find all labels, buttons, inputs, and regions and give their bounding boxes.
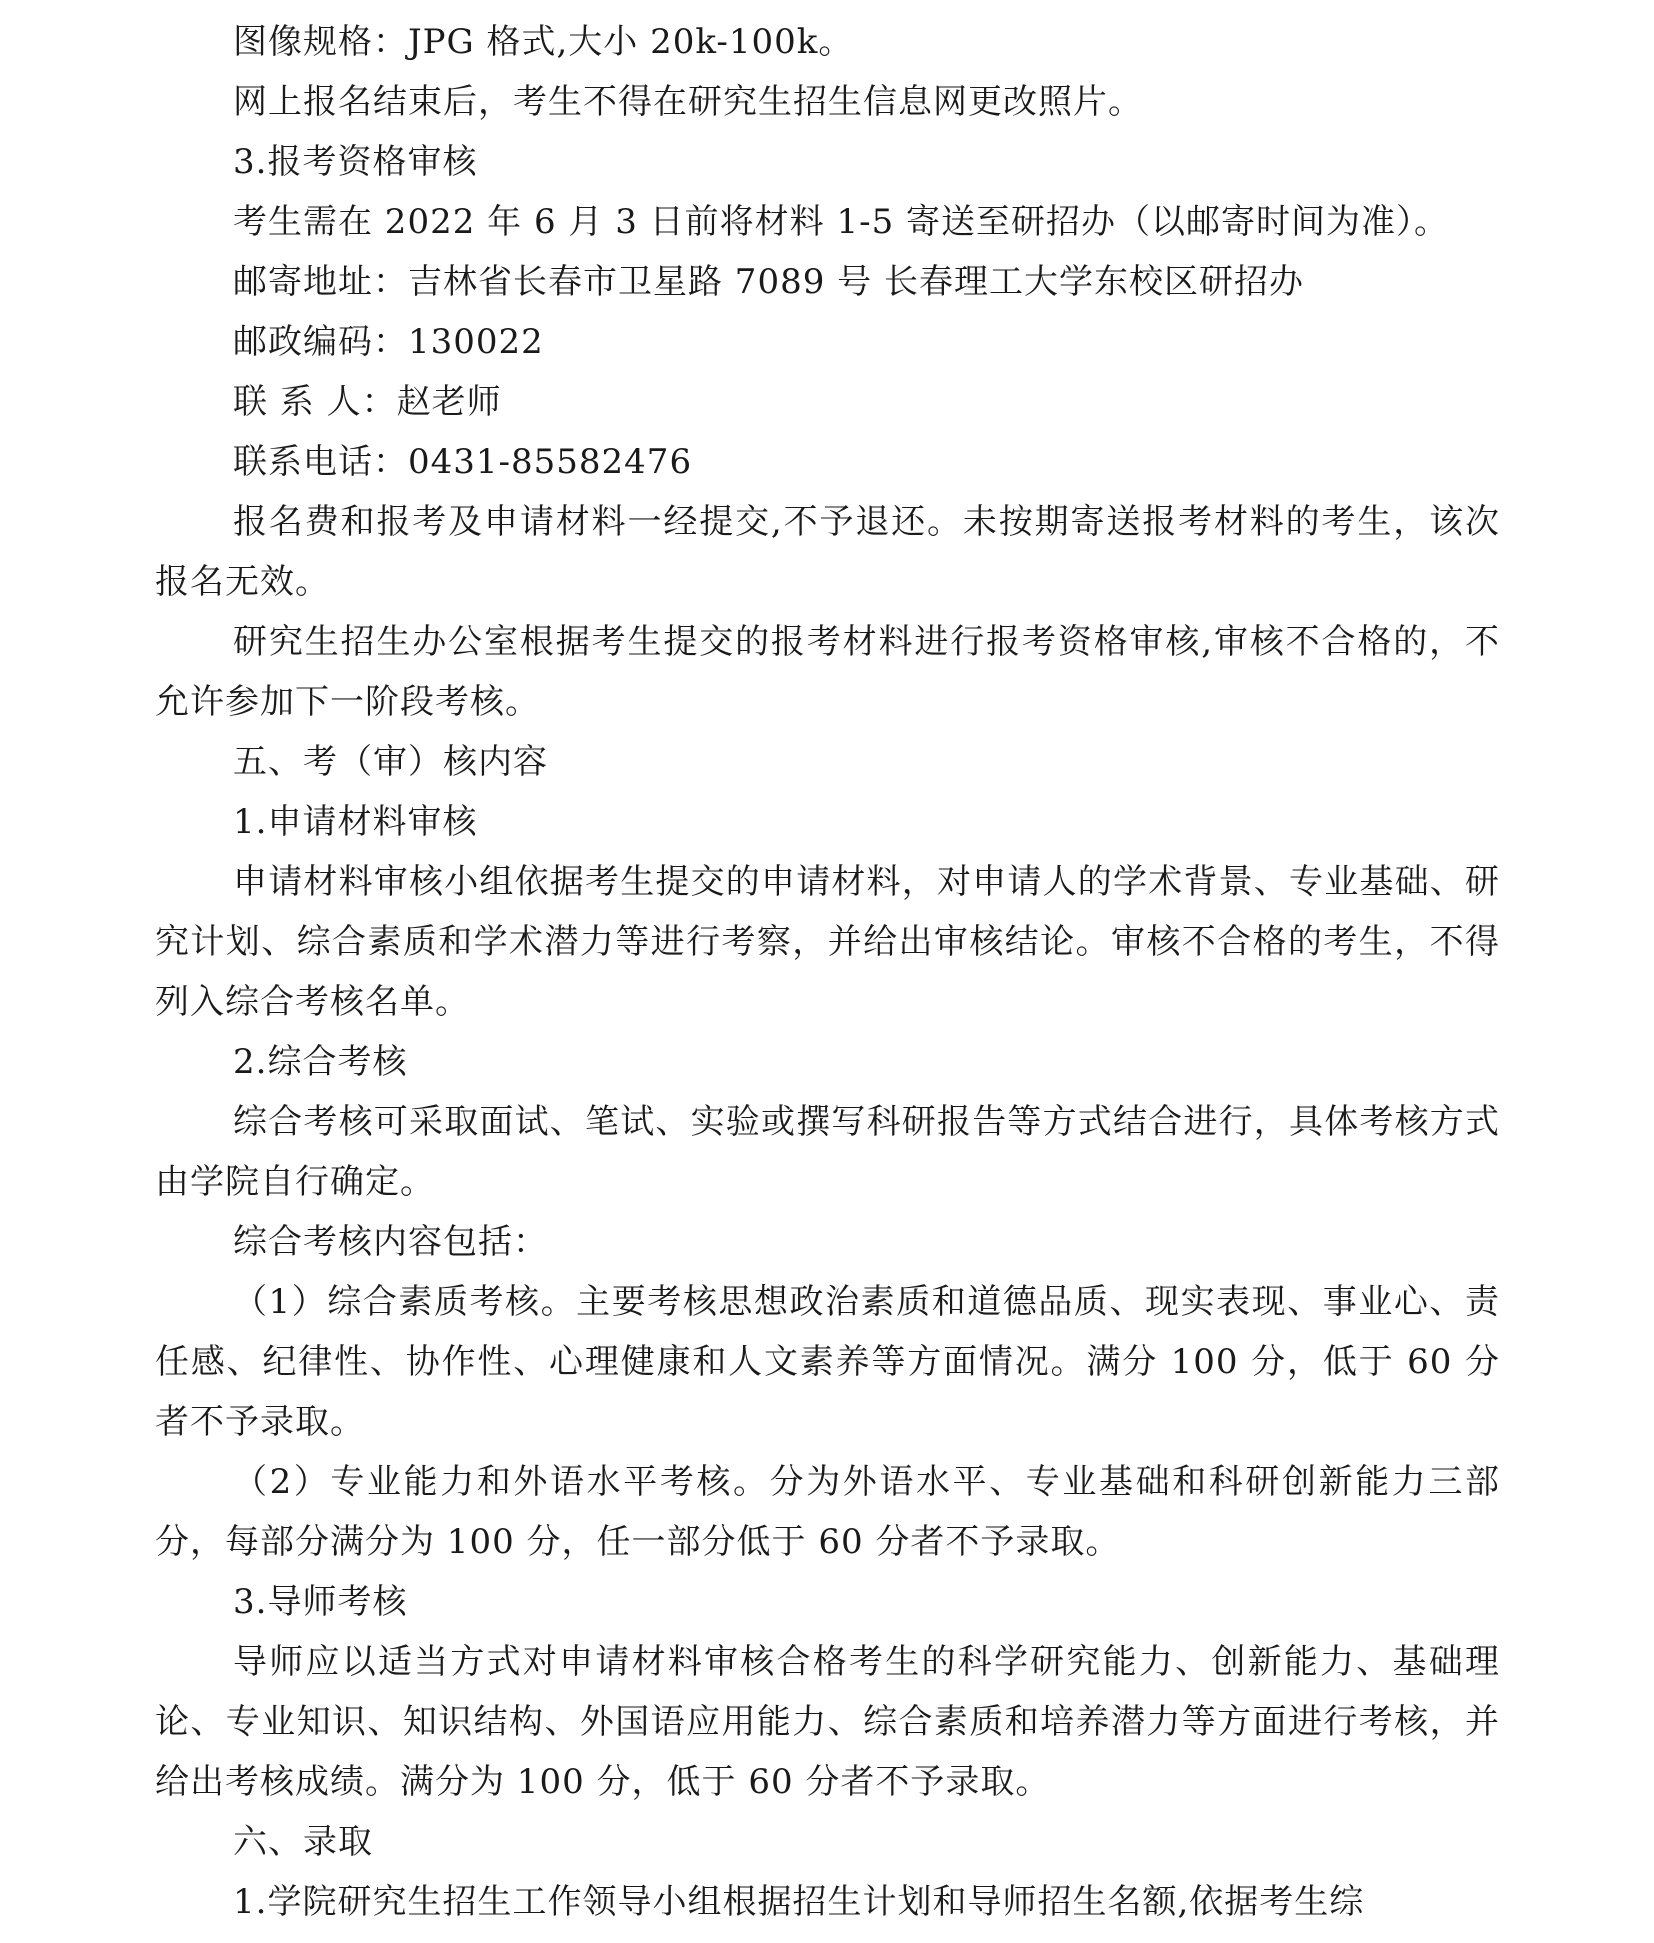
heading-section-six: 六、录取	[233, 1822, 373, 1862]
paragraph-office-review: 研究生招生办公室根据考生提交的报考材料进行报考资格审核,审核不合格的，不允许参加下一阶段考核。	[155, 622, 1500, 722]
paragraph-postal-code: 邮政编码：130022	[233, 322, 544, 362]
paragraph-supervisor-assessment: 导师应以适当方式对申请材料审核合格考生的科学研究能力、创新能力、基础理论、专业知识、知识结构、外国语应用能力、综合素质和培养潜力等方面进行考核，并给出考核成绩。满分为 100 分，低于 60 分者不予录取。	[155, 1642, 1500, 1802]
paragraph-fee-nonrefundable: 报名费和报考及申请材料一经提交,不予退还。未按期寄送报考材料的考生，该次报名无效。	[155, 502, 1500, 602]
paragraph-application-review: 申请材料审核小组依据考生提交的申请材料，对申请人的学术背景、专业基础、研究计划、综合素质和学术潜力等进行考察，并给出审核结论。审核不合格的考生，不得列入综合考核名单。	[155, 862, 1500, 1022]
paragraph-admission-start: 1.学院研究生招生工作领导小组根据招生计划和导师招生名额,依据考生综	[233, 1882, 1365, 1922]
paragraph-photo-change: 网上报名结束后，考生不得在研究生招生信息网更改照片。	[233, 82, 1143, 122]
paragraph-assessment-methods: 综合考核可采取面试、笔试、实验或撰写科研报告等方式结合进行，具体考核方式由学院自行确定。	[155, 1102, 1500, 1202]
paragraph-contact-person: 联 系 人：赵老师	[233, 382, 502, 422]
heading-section-five: 五、考（审）核内容	[233, 742, 548, 782]
heading-supervisor-assessment: 3.导师考核	[233, 1582, 408, 1622]
paragraph-contact-phone: 联系电话：0431-85582476	[233, 442, 693, 482]
paragraph-ability-assessment: （2）专业能力和外语水平考核。分为外语水平、专业基础和科研创新能力三部分，每部分满分为 100 分，任一部分低于 60 分者不予录取。	[155, 1462, 1500, 1562]
heading-comprehensive-assessment: 2.综合考核	[233, 1042, 408, 1082]
paragraph-mail-address: 邮寄地址：吉林省长春市卫星路 7089 号 长春理工大学东校区研招办	[233, 262, 1304, 302]
heading-application-review: 1.申请材料审核	[233, 802, 478, 842]
heading-qualification-review: 3.报考资格审核	[233, 142, 478, 182]
paragraph-mail-deadline: 考生需在 2022 年 6 月 3 日前将材料 1-5 寄送至研招办（以邮寄时间为准）。	[233, 202, 1450, 242]
document-page	[155, 12, 1500, 1932]
paragraph-quality-assessment: （1）综合素质考核。主要考核思想政治素质和道德品质、现实表现、事业心、责任感、纪律性、协作性、心理健康和人文素养等方面情况。满分 100 分，低于 60 分者不予录取。	[155, 1282, 1500, 1442]
paragraph-photo-spec: 图像规格：JPG 格式,大小 20k-100k。	[233, 22, 854, 62]
paragraph-assessment-contents: 综合考核内容包括：	[233, 1222, 548, 1262]
